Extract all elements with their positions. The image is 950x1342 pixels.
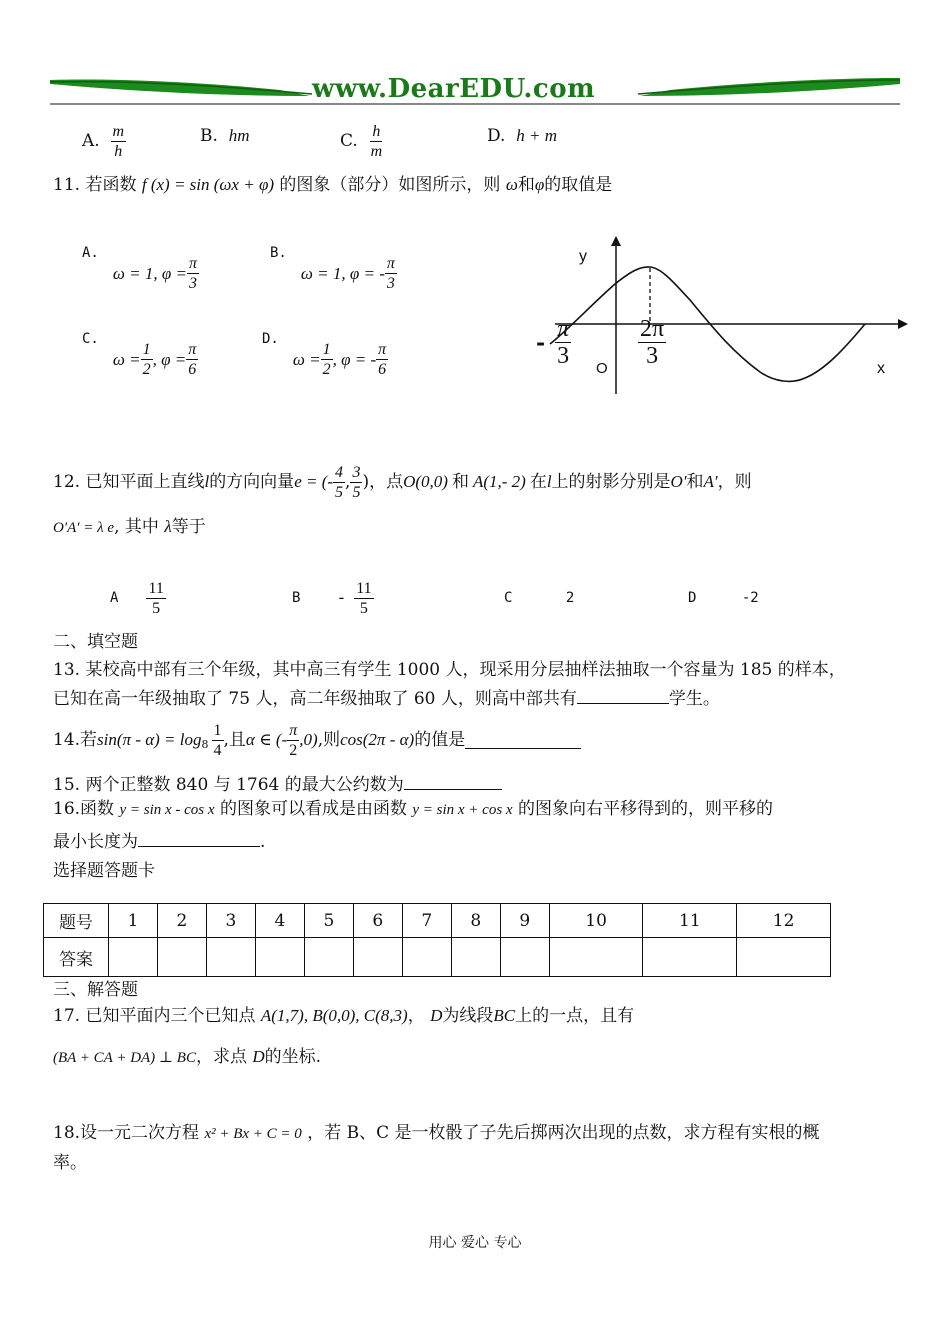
q15-answer-blank[interactable] — [404, 773, 502, 790]
q11-option-c: C. ω = $\frac{1}{2}$ , φ = $\frac{\pi}{6}$ — [82, 331, 197, 378]
q12-option-a: A $\frac{11}{5}$ — [110, 579, 164, 617]
answer-card-number: 11 — [643, 904, 737, 938]
answer-cell[interactable] — [451, 938, 500, 977]
q10-option-a: A. $\frac{m}{h}$ — [82, 122, 125, 160]
answer-cell[interactable] — [500, 938, 549, 977]
y-axis-arrow-icon — [611, 236, 621, 246]
question-11-stem: 11. 若函数 f (x) = sin (ωx + φ) 的图象（部分）如图所示，则 ω和φ的取值是 — [53, 175, 613, 195]
question-18: 18.设一元二次方程 x² + Bx + C = 0 ，若 B、C 是一枚骰了子先后掷两次出现的点数，求方程有实根的概 — [53, 1123, 820, 1143]
answer-cell[interactable] — [109, 938, 158, 977]
section-heading-fill-in: 二、填空题 — [53, 632, 138, 652]
answer-card-number: 6 — [353, 904, 402, 938]
answer-card-table — [43, 903, 831, 977]
answer-card-title: 选择题答题卡 — [53, 861, 155, 881]
graph-neg-tick-label: - $\frac{\pi}{3}$ — [536, 316, 570, 369]
graph-origin-label: O — [596, 360, 608, 377]
q11-option-a: A. ω = 1, φ = $\frac{\pi}{3}$ — [82, 245, 197, 292]
question-18-line2: 率。 — [53, 1153, 87, 1173]
answer-card-number-row — [44, 904, 831, 938]
q11-sine-graph — [530, 232, 910, 402]
question-12-stem: 12. 已知平面上直线 l 的方向向量 e = (- $\frac{4}{5}$ , $\frac{3}{5}$ )，点 O(0,0) 和 A(1,- 2) 在 l 上的射影分别是 O′ 和 A′ ，则 — [53, 463, 752, 501]
q12-option-c: C 2 — [504, 590, 575, 606]
question-17-line2: (BA + CA + DA) ⊥ BC，求点 D的坐标. — [53, 1047, 322, 1067]
x-axis-arrow-icon — [898, 319, 908, 329]
answer-cell[interactable] — [737, 938, 831, 977]
answer-cell[interactable] — [255, 938, 304, 977]
answer-cell[interactable] — [402, 938, 451, 977]
q11-option-d: D. ω = $\frac{1}{2}$ , φ = - $\frac{\pi}{6}$ — [262, 331, 387, 378]
graph-x-label: x — [877, 360, 885, 377]
answer-cell[interactable] — [643, 938, 737, 977]
q10-option-d: D. h + m — [487, 126, 557, 146]
answer-card-number: 3 — [206, 904, 255, 938]
answer-card-number: 12 — [737, 904, 831, 938]
q12-option-b: B - $\frac{11}{5}$ — [292, 579, 372, 617]
answer-card-answer-row — [44, 938, 831, 977]
q10-option-c: C. $\frac{h}{m}$ — [340, 122, 383, 160]
answer-card-row-head: 答案 — [44, 938, 109, 977]
q12-option-d: D -2 — [688, 590, 759, 606]
q13-answer-blank[interactable] — [577, 687, 669, 704]
answer-cell[interactable] — [206, 938, 255, 977]
question-16-line2: 最小长度为 . — [53, 832, 266, 852]
page-footer: 用心 爱心 专心 — [428, 1235, 522, 1251]
answer-card-number: 4 — [255, 904, 304, 938]
question-14: 14.若 sin(π - α) = log $_8$ $\frac{1}{4}$ ,且 α ∈ (- $\frac{\pi}{2}$ ,0) ,则 cos(2π - α) 的值是 — [53, 716, 581, 764]
question-12-line2: O′A′ = λ e, 其中 λ等于 — [53, 517, 206, 537]
graph-pos-tick-label: $\frac{2\pi}{3}$ — [640, 316, 665, 369]
answer-card-number: 8 — [451, 904, 500, 938]
question-15: 15. 两个正整数 840 与 1764 的最大公约数为 — [53, 773, 502, 796]
answer-card-number: 9 — [500, 904, 549, 938]
q16-answer-blank[interactable] — [138, 830, 260, 847]
q14-answer-blank[interactable] — [465, 732, 581, 749]
section-heading-solutions: 三、解答题 — [53, 980, 138, 1000]
answer-cell[interactable] — [353, 938, 402, 977]
header-banner — [50, 72, 900, 108]
answer-card-number: 10 — [549, 904, 643, 938]
answer-card-number: 7 — [402, 904, 451, 938]
answer-card-number: 5 — [304, 904, 353, 938]
answer-card-number: 1 — [109, 904, 158, 938]
q10-option-b: B. hm — [200, 126, 250, 146]
question-16: 16.函数 y = sin x - cos x 的图象可以看成是由函数 y = sin x + cos x 的图象向右平移得到的，则平移的 — [53, 799, 773, 819]
answer-cell[interactable] — [157, 938, 206, 977]
answer-cell[interactable] — [304, 938, 353, 977]
answer-card-row-head: 题号 — [44, 904, 109, 938]
graph-y-label: y — [579, 248, 587, 265]
question-13-line2: 已知在高一年级抽取了 75 人，高二年级抽取了 60 人，则高中部共有 学生。 — [53, 689, 720, 709]
question-17: 17. 已知平面内三个已知点 A(1,7), B(0,0), C(8,3)， D为线段BC上的一点，且有 — [53, 1006, 635, 1026]
site-logo: www.DearEDU.com — [312, 74, 596, 104]
q11-option-b: B. ω = 1, φ = - $\frac{\pi}{3}$ — [270, 245, 395, 292]
question-13-line1: 13. 某校高中部有三个年级，其中高三有学生 1000 人，现采用分层抽样法抽取一个容量为 185 的样本， — [53, 660, 846, 680]
answer-cell[interactable] — [549, 938, 643, 977]
answer-card-number: 2 — [157, 904, 206, 938]
